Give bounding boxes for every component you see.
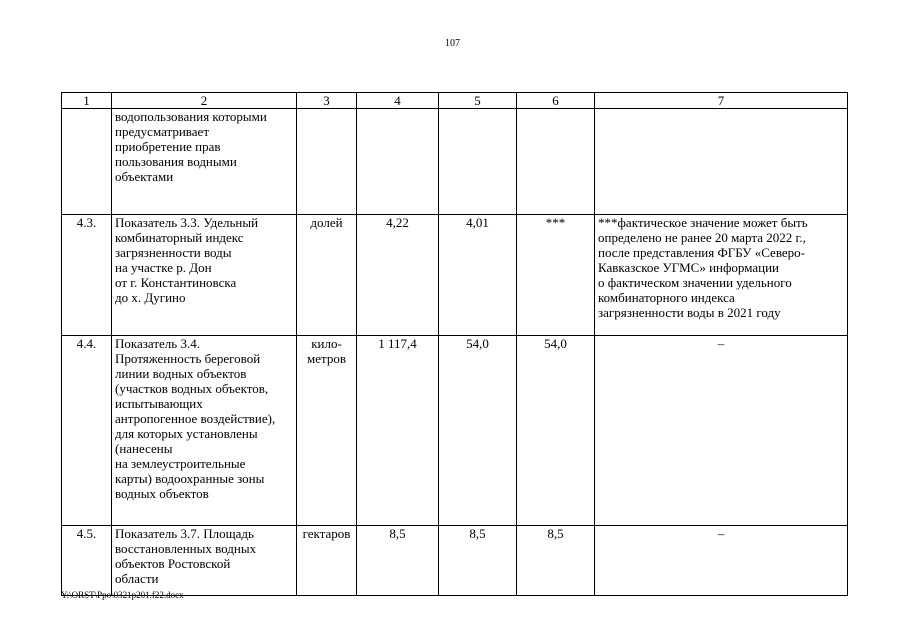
column-header: 7 [595,93,848,109]
unit-cell: гектаров [297,526,357,596]
value-cell: 54,0 [439,336,517,526]
indicator-name: Показатель 3.3. Удельный комбинаторный индекс загрязненности воды на участке р. Дон от г. Константиновска до х. Дугино [112,215,297,336]
column-header: 1 [62,93,112,109]
document-path-footer: Y:\ORST\Ppo\0321p201.f22.docx [61,590,184,600]
unit-cell: долей [297,215,357,336]
table-row [62,526,848,596]
unit-cell: кило- метров [297,336,357,526]
value-cell [357,109,439,215]
value-cell: 1 117,4 [357,336,439,526]
column-header: 4 [357,93,439,109]
column-header: 3 [297,93,357,109]
column-header: 5 [439,93,517,109]
value-cell: 8,5 [357,526,439,596]
value-cell: 4,22 [357,215,439,336]
row-number: 4.5. [62,526,112,596]
indicators-table [61,92,848,596]
value-cell [439,109,517,215]
value-cell: 8,5 [439,526,517,596]
unit-cell [297,109,357,215]
indicator-name: Показатель 3.4. Протяженность береговой линии водных объектов (участков водных объектов, испытывающих антропогенное воздействие), для которых установлены (нанесены на землеустроительные карты) водоохранные зоны водных объектов [112,336,297,526]
indicator-name: водопользования которыми предусматривает приобретение прав пользования водными объектами [112,109,297,215]
note-cell: – [595,526,848,596]
row-number: 4.4. [62,336,112,526]
table-row [62,109,848,215]
indicator-name: Показатель 3.7. Площадь восстановленных водных объектов Ростовской области [112,526,297,596]
note-cell: ***фактическое значение может быть определено не ранее 20 марта 2022 г., после представления ФГБУ «Северо- Кавказское УГМС» информации о фактическом значении удельного комбинаторного индекса загрязненности воды в 2021 году [595,215,848,336]
value-cell: *** [517,215,595,336]
table-header-row [62,93,848,109]
column-header: 2 [112,93,297,109]
row-number: 4.3. [62,215,112,336]
note-cell [595,109,848,215]
value-cell: 8,5 [517,526,595,596]
table-row [62,215,848,336]
row-number [62,109,112,215]
table-row [62,336,848,526]
note-cell: – [595,336,848,526]
page-number: 107 [445,38,460,49]
value-cell: 54,0 [517,336,595,526]
column-header: 6 [517,93,595,109]
value-cell [517,109,595,215]
value-cell: 4,01 [439,215,517,336]
